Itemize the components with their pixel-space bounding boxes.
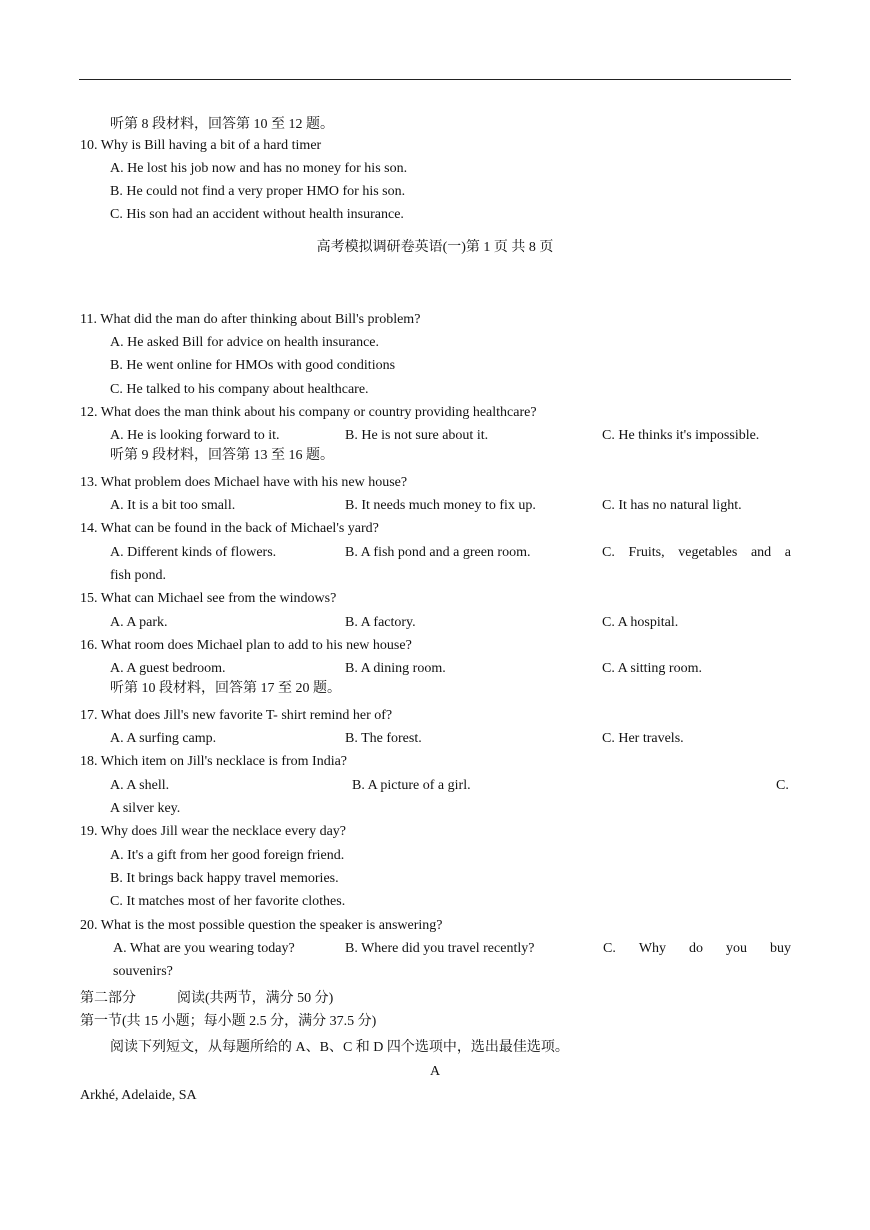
question-18-stem: 18. Which item on Jill's necklace is from India? <box>80 754 348 769</box>
question-12-option-a: A. He is looking forward to it. <box>110 428 280 443</box>
question-19-option-b: B. It brings back happy travel memories. <box>110 871 339 886</box>
part-2-title: 第二部分 <box>80 991 136 1006</box>
question-18-option-c-continued: A silver key. <box>110 801 181 816</box>
question-12-stem: 12. What does the man think about his company or country providing healthcare? <box>80 405 537 420</box>
question-13-option-c: C. It has no natural light. <box>602 498 742 513</box>
question-10-option-b: B. He could not find a very proper HMO for his son. <box>110 184 406 199</box>
question-15-option-b: B. A factory. <box>345 615 416 630</box>
question-18-option-c-label: C. <box>776 778 789 793</box>
section-8-instruction: 听第 8 段材料，回答第 10 至 12 题。 <box>110 117 334 132</box>
question-15-option-a: A. A park. <box>110 615 168 630</box>
question-18-option-b: B. A picture of a girl. <box>352 778 471 793</box>
question-17-option-a: A. A surfing camp. <box>110 731 217 746</box>
question-10-stem: 10. Why is Bill having a bit of a hard timer <box>80 138 322 153</box>
question-20-option-c: C. Why do you buy <box>603 941 791 956</box>
question-16-option-c: C. A sitting room. <box>602 661 702 676</box>
question-17-option-b: B. The forest. <box>345 731 422 746</box>
question-14-stem: 14. What can be found in the back of Michael's yard? <box>80 521 379 536</box>
question-17-stem: 17. What does Jill's new favorite T- shirt remind her of? <box>80 708 393 723</box>
section-9-instruction: 听第 9 段材料，回答第 13 至 16 题。 <box>110 448 334 463</box>
header-rule <box>79 79 791 80</box>
question-11-option-a: A. He asked Bill for advice on health insurance. <box>110 335 380 350</box>
question-20-option-a: A. What are you wearing today? <box>113 941 295 956</box>
question-16-stem: 16. What room does Michael plan to add to his new house? <box>80 638 412 653</box>
part-2-section-1: 第一节(共 15 小题；每小题 2.5 分，满分 37.5 分) <box>80 1014 377 1029</box>
question-15-option-c: C. A hospital. <box>602 615 679 630</box>
question-18-option-a: A. A shell. <box>110 778 170 793</box>
question-14-option-b: B. A fish pond and a green room. <box>345 545 531 560</box>
question-20-option-b: B. Where did you travel recently? <box>345 941 535 956</box>
question-10-option-a: A. He lost his job now and has no money for his son. <box>110 161 408 176</box>
question-13-option-b: B. It needs much money to fix up. <box>345 498 536 513</box>
question-16-option-b: B. A dining room. <box>345 661 446 676</box>
question-12-option-b: B. He is not sure about it. <box>345 428 489 443</box>
question-19-option-c: C. It matches most of her favorite clothes. <box>110 894 346 909</box>
question-17-option-c: C. Her travels. <box>602 731 684 746</box>
question-11-option-b: B. He went online for HMOs with good conditions <box>110 358 396 373</box>
question-14-option-c: C. Fruits, vegetables and a <box>602 545 791 560</box>
section-10-instruction: 听第 10 段材料，回答第 17 至 20 题。 <box>110 681 341 696</box>
question-13-stem: 13. What problem does Michael have with his new house? <box>80 475 408 490</box>
page-footer: 高考模拟调研卷英语(一)第 1 页 共 8 页 <box>316 240 554 255</box>
question-13-option-a: A. It is a bit too small. <box>110 498 236 513</box>
question-20-option-c-continued: souvenirs? <box>113 964 173 979</box>
question-19-option-a: A. It's a gift from her good foreign friend. <box>110 848 345 863</box>
question-14-option-a: A. Different kinds of flowers. <box>110 545 277 560</box>
question-15-stem: 15. What can Michael see from the windows? <box>80 591 337 606</box>
question-10-option-c: C. His son had an accident without health insurance. <box>110 207 404 222</box>
part-2-instructions: 阅读下列短文，从每题所给的 A、B、C 和 D 四个选项中，选出最佳选项。 <box>110 1040 569 1055</box>
passage-label: A <box>429 1064 441 1079</box>
question-11-stem: 11. What did the man do after thinking about Bill's problem? <box>80 312 421 327</box>
question-20-stem: 20. What is the most possible question the speaker is answering? <box>80 918 443 933</box>
question-19-stem: 19. Why does Jill wear the necklace every day? <box>80 824 347 839</box>
question-16-option-a: A. A guest bedroom. <box>110 661 226 676</box>
question-11-option-c: C. He talked to his company about healthcare. <box>110 382 369 397</box>
passage-title: Arkhé, Adelaide, SA <box>80 1088 197 1103</box>
part-2-subtitle: 阅读(共两节，满分 50 分) <box>177 991 334 1006</box>
question-14-option-c-continued: fish pond. <box>110 568 166 583</box>
question-12-option-c: C. He thinks it's impossible. <box>602 428 760 443</box>
